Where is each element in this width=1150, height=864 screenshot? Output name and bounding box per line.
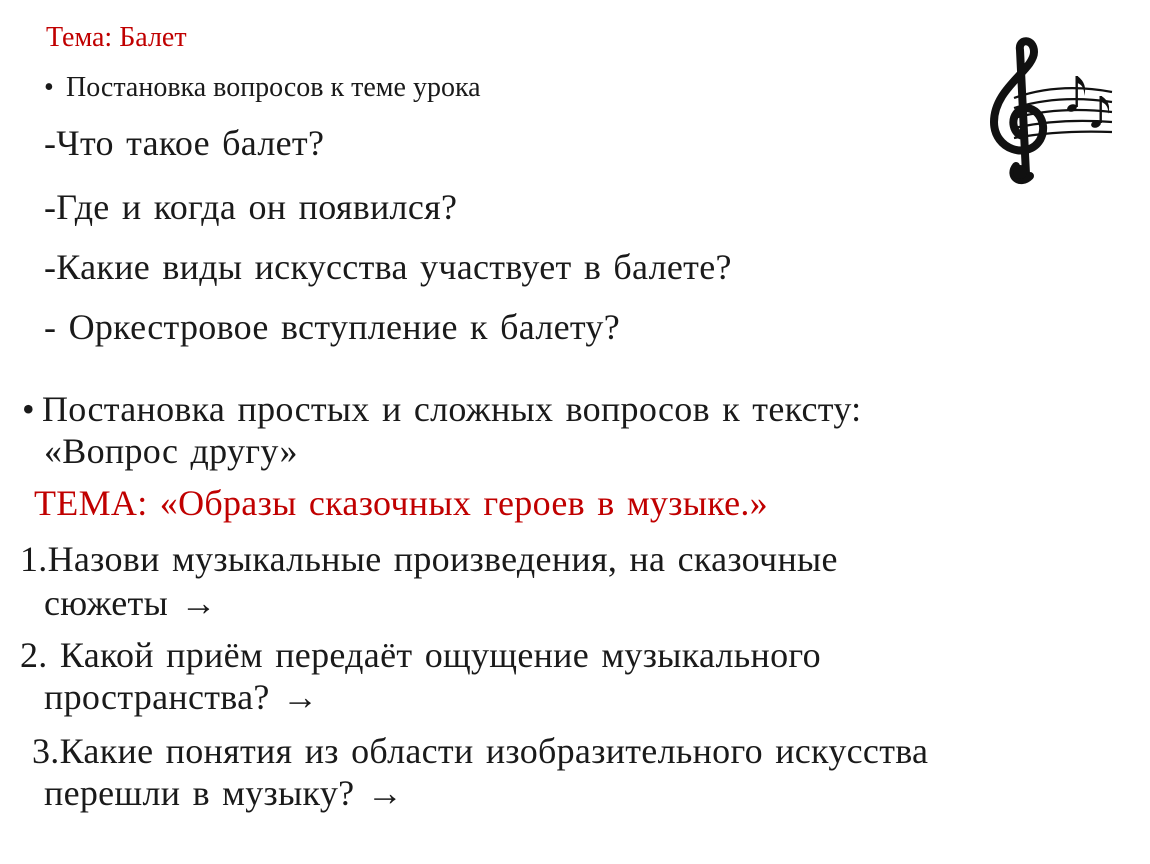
numbered-item-line1: 2. Какой приём передаёт ощущение музыкального xyxy=(20,635,821,675)
question-item: -Что такое балет? xyxy=(44,123,325,163)
bullet-item-questions xyxy=(22,388,861,430)
topic-title: Тема: Балет xyxy=(46,22,187,53)
bullet-item-line2: «Вопрос другу» xyxy=(44,431,298,471)
bullet-item-line1: Постановка простых и сложных вопросов к тексту: xyxy=(42,389,862,429)
topic2-title: ТЕМА: «Образы сказочных героев в музыке.» xyxy=(34,483,768,523)
bullet: • xyxy=(22,389,35,429)
numbered-item-line1: 3.Какие понятия из области изобразительного искусства xyxy=(32,731,929,771)
bullet: • xyxy=(44,72,54,103)
questions-intro-text: Постановка вопросов к теме урока xyxy=(66,72,481,103)
numbered-item-line2: сюжеты → xyxy=(44,583,217,623)
numbered-item-line2: перешли в музыку? → xyxy=(44,773,404,813)
numbered-item-line2: пространства? → xyxy=(44,677,319,717)
numbered-item-line1: 1.Назови музыкальные произведения, на сказочные xyxy=(20,539,838,579)
question-item: - Оркестровое вступление к балету? xyxy=(44,307,620,347)
treble-clef-icon xyxy=(984,36,1116,196)
question-item: -Какие виды искусства участвует в балете? xyxy=(44,247,732,287)
question-item: -Где и когда он появился? xyxy=(44,187,458,227)
questions-intro xyxy=(44,72,481,104)
